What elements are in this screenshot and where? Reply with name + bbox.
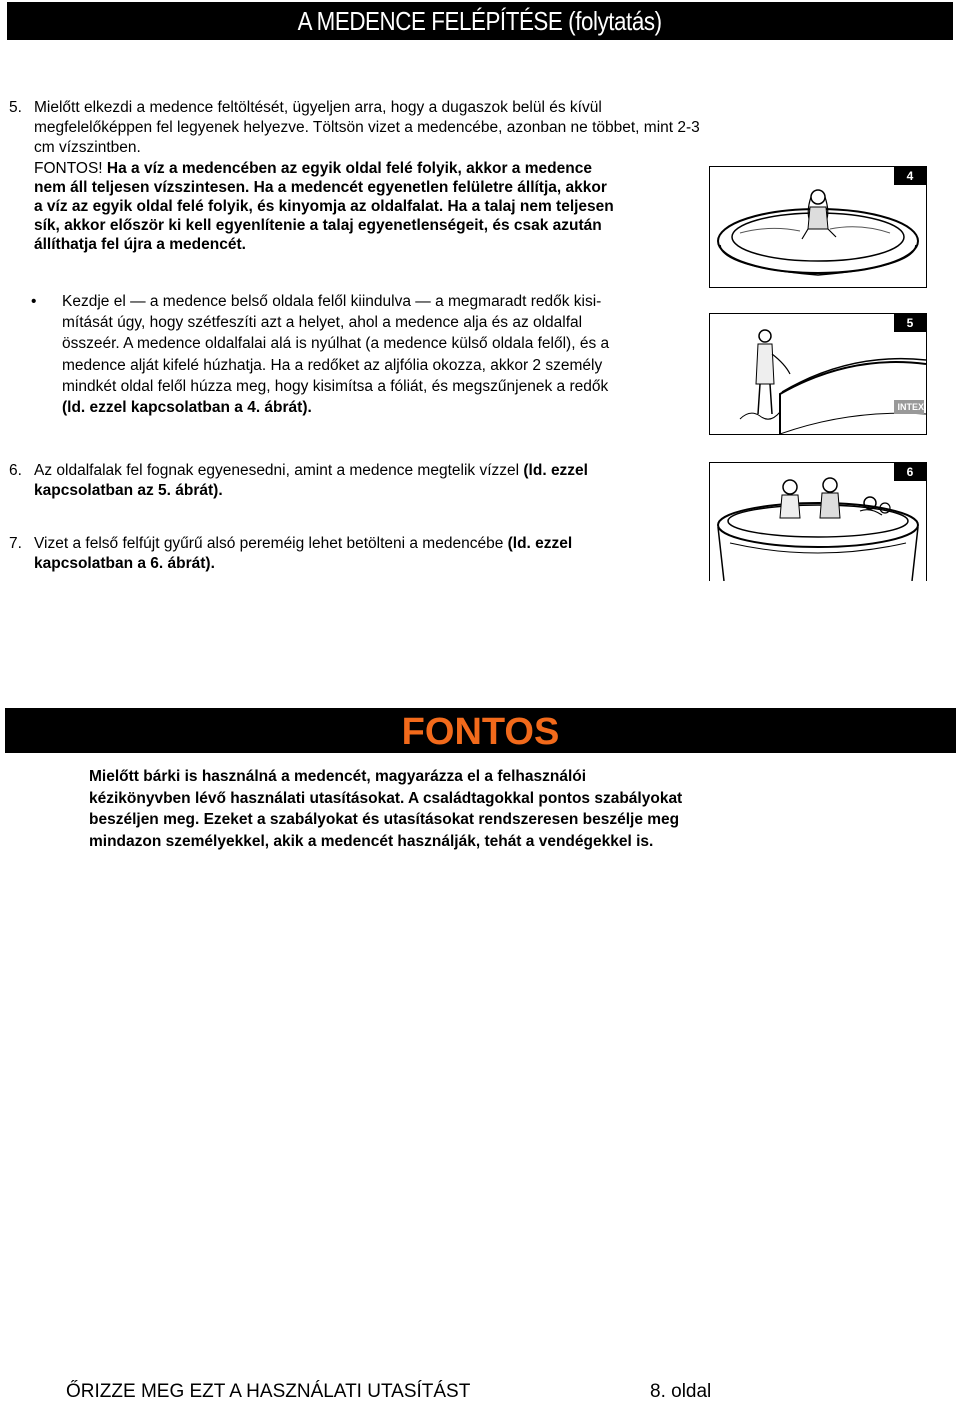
step-6-number: 6.: [9, 462, 22, 479]
fontos-line-2: kézikönyvben lévő használati utasításokat. A családtagokkal pontos szabályokat: [89, 789, 683, 807]
step-5-warning-line-2: nem áll teljesen vízszintesen. Ha a medencét egyenetlen felületre állítja, akkor: [34, 179, 607, 196]
fontos-line-3: beszéljen meg. Ezeket a szabályokat és utasításokat rendszeresen beszélje meg: [89, 811, 680, 828]
bullet-line-5: mindkét oldal felől húzza meg, hogy kisimítsa a fóliát, és megszűnjenek a redők: [62, 377, 609, 395]
fontos-line-4: mindazon személyekkel, akik a medencét használják, tehát a vendégekkel is.: [89, 832, 654, 850]
figure-5-brand: INTEX: [897, 402, 924, 412]
bullet-text: [62, 291, 702, 418]
step-5-warning-line-1: Ha a víz a medencében az egyik oldal felé folyik, akkor a medence: [102, 160, 592, 177]
step-5-fontos-label: FONTOS!: [34, 160, 103, 177]
step-5-warning-line-5: állíthatja fel újra a medencét.: [34, 236, 246, 253]
fontos-text: [89, 766, 789, 852]
step-5-line-3: cm vízszintben.: [34, 139, 141, 156]
step-7-line-1: Vizet a felső felfújt gyűrű alsó pereméig lehet betölteni a medencébe: [34, 535, 508, 552]
bullet-symbol: •: [31, 293, 37, 310]
page-number: 8. oldal: [650, 1381, 712, 1402]
bullet-line-6: (ld. ezzel kapcsolatban a 4. ábrát).: [62, 399, 312, 417]
figure-5: [709, 313, 927, 435]
step-7-line-2: kapcsolatban a 6. ábrát).: [34, 555, 215, 572]
pool-family-illustration: [710, 463, 926, 581]
pool-filling-illustration: [710, 314, 926, 434]
step-7-text: [34, 534, 694, 574]
bullet-line-2: mítását úgy, hogy szétfeszíti azt a helyet, ahol a medence alja és az oldalfal: [62, 314, 583, 332]
bullet-line-1: Kezdje el — a medence belső oldala felől kiindulva — a megmaradt redők kisi-: [62, 293, 602, 310]
step-7-number: 7.: [9, 535, 22, 552]
step-5-warning-line-3: a víz az egyik oldal felé folyik, és kinyomja az oldalfalat. Ha a talaj nem teljesen: [34, 198, 614, 215]
fontos-title: FONTOS: [401, 711, 560, 753]
step-5-warning-line-4: sík, akkor először ki kell egyenlítenie a talaj egyenetlenségeit, és csak azután: [34, 217, 602, 234]
step-5-line-2: megfelelőképpen fel legyenek helyezve. Töltsön vizet a medencébe, azonban ne többet, mint 2-3: [34, 119, 700, 136]
step-6-line-1: Az oldalfalak fel fognak egyenesedni, amint a medence megtelik vízzel: [34, 462, 524, 479]
footer-note: ŐRIZZE MEG EZT A HASZNÁLATI UTASÍTÁST: [66, 1381, 471, 1402]
step-6-line-2: kapcsolatban az 5. ábrát).: [34, 482, 223, 499]
bullet-line-3: összeér. A medence oldalfalai alá is nyúlhat (a medence külső oldala felől), és a: [62, 335, 610, 353]
figure-6-badge: 6: [894, 463, 926, 481]
figure-4-badge: 4: [894, 167, 926, 185]
step-5-warning: [34, 159, 714, 254]
bullet-line-4: medence alját kifelé húzhatja. Ha a redőket az aljfólia okozza, akkor 2 személy: [62, 356, 603, 374]
fontos-line-1: Mielőtt bárki is használná a medencét, magyarázza el a felhasználói: [89, 768, 587, 785]
step-5-text: [34, 98, 714, 158]
fontos-banner: [5, 708, 956, 753]
figure-5-badge: 5: [894, 314, 926, 332]
step-5-number: 5.: [9, 99, 22, 116]
pool-girl-illustration: [710, 167, 926, 287]
page-title-bar: [7, 2, 953, 40]
step-6-text: [34, 461, 694, 501]
step-5-line-1: Mielőtt elkezdi a medence feltöltését, ügyeljen arra, hogy a dugaszok belül és kívül: [34, 99, 602, 116]
step-6-ref: (ld. ezzel: [523, 462, 588, 479]
step-7-ref: (ld. ezzel: [507, 535, 573, 552]
figure-6: [709, 462, 927, 581]
figure-4: [709, 166, 927, 288]
page-title: A MEDENCE FELÉPÍTÉSE (folytatás): [298, 6, 662, 36]
